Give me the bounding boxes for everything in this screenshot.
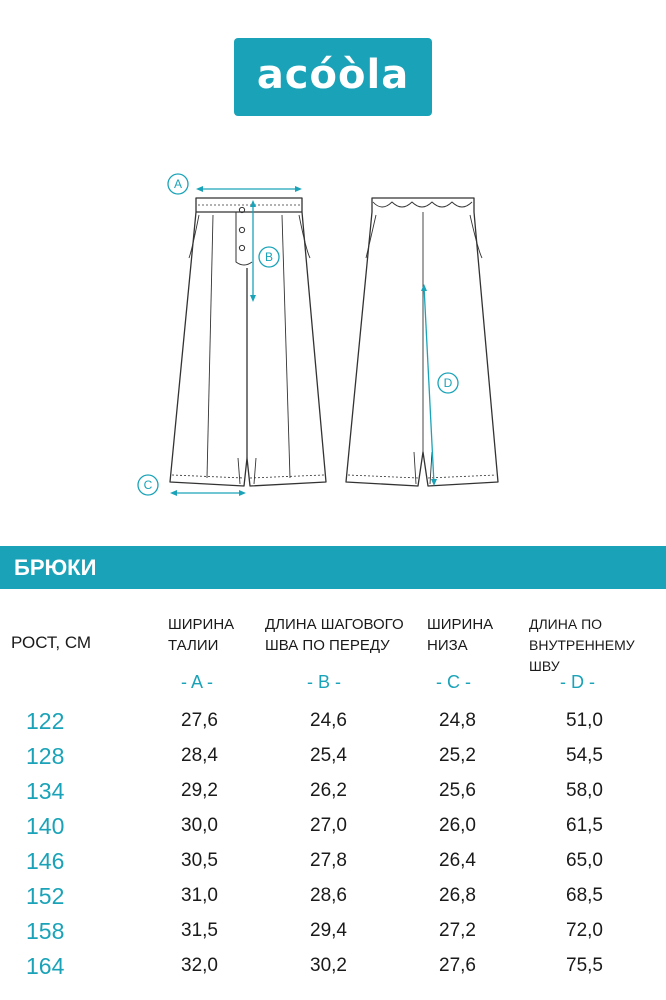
cell-d: 54,5 [566,745,603,766]
cell-a: 31,5 [181,920,218,941]
column-header-d: ДЛИНА ПО ВНУТРЕННЕМУ ШВУ [529,616,635,674]
cell-b: 25,4 [310,745,347,766]
measure-d-arrow [424,286,434,484]
row-height: 122 [26,708,65,734]
table-row [0,745,666,780]
table-row [0,955,666,990]
section-header-bar [0,546,666,589]
marker-d-label: D [443,376,453,390]
back-trousers-outline [346,198,498,486]
cell-b: 28,6 [310,885,347,906]
cell-c: 27,6 [439,955,476,976]
cell-a: 28,4 [181,745,218,766]
button-icon [239,245,244,250]
cell-c: 27,2 [439,920,476,941]
column-letter-d: - D - [560,672,595,692]
row-height: 152 [26,883,65,909]
height-column-header: РОСТ, СМ [11,633,92,652]
table-row [0,920,666,955]
column-letter-a: - A - [181,672,214,692]
cell-a: 30,0 [181,815,218,836]
row-height: 140 [26,813,65,839]
row-height: 134 [26,778,65,804]
cell-b: 26,2 [310,780,347,801]
cell-b: 24,6 [310,710,347,731]
cell-d: 72,0 [566,920,603,941]
cell-a: 30,5 [181,850,218,871]
cell-d: 68,5 [566,885,603,906]
table-row [0,710,666,745]
cell-c: 25,2 [439,745,476,766]
table-row [0,815,666,850]
cell-c: 26,0 [439,815,476,836]
column-letter-b: - B - [307,672,341,692]
cell-a: 27,6 [181,710,218,731]
cell-d: 75,5 [566,955,603,976]
cell-d: 65,0 [566,850,603,871]
table-row [0,885,666,920]
cell-a: 32,0 [181,955,218,976]
table-row [0,780,666,815]
cell-c: 24,8 [439,710,476,731]
column-letter-c: - C - [436,672,471,692]
section-title: БРЮКИ [14,555,97,580]
row-height: 158 [26,918,65,944]
brand-logo [234,38,432,116]
cell-d: 51,0 [566,710,603,731]
marker-c-label: C [143,478,153,492]
table-row [0,850,666,885]
brand-logo-text: acóòla [256,52,410,98]
row-height: 146 [26,848,65,874]
cell-a: 29,2 [181,780,218,801]
cell-d: 58,0 [566,780,603,801]
trousers-technical-drawing [0,160,666,510]
cell-d: 61,5 [566,815,603,836]
column-header-c: ШИРИНА НИЗА [427,616,494,654]
column-header-a: ШИРИНА ТАЛИИ [168,616,235,654]
cell-b: 30,2 [310,955,347,976]
marker-a-label: A [173,177,183,191]
row-height: 164 [26,953,65,979]
cell-c: 26,8 [439,885,476,906]
row-height: 128 [26,743,65,769]
column-header-b: ДЛИНА ШАГОВОГО ШВА ПО ПЕРЕДУ [265,616,404,654]
cell-b: 29,4 [310,920,347,941]
cell-b: 27,0 [310,815,347,836]
cell-b: 27,8 [310,850,347,871]
button-icon [239,227,244,232]
cell-c: 25,6 [439,780,476,801]
marker-b-label: B [264,250,274,264]
cell-c: 26,4 [439,850,476,871]
cell-a: 31,0 [181,885,218,906]
